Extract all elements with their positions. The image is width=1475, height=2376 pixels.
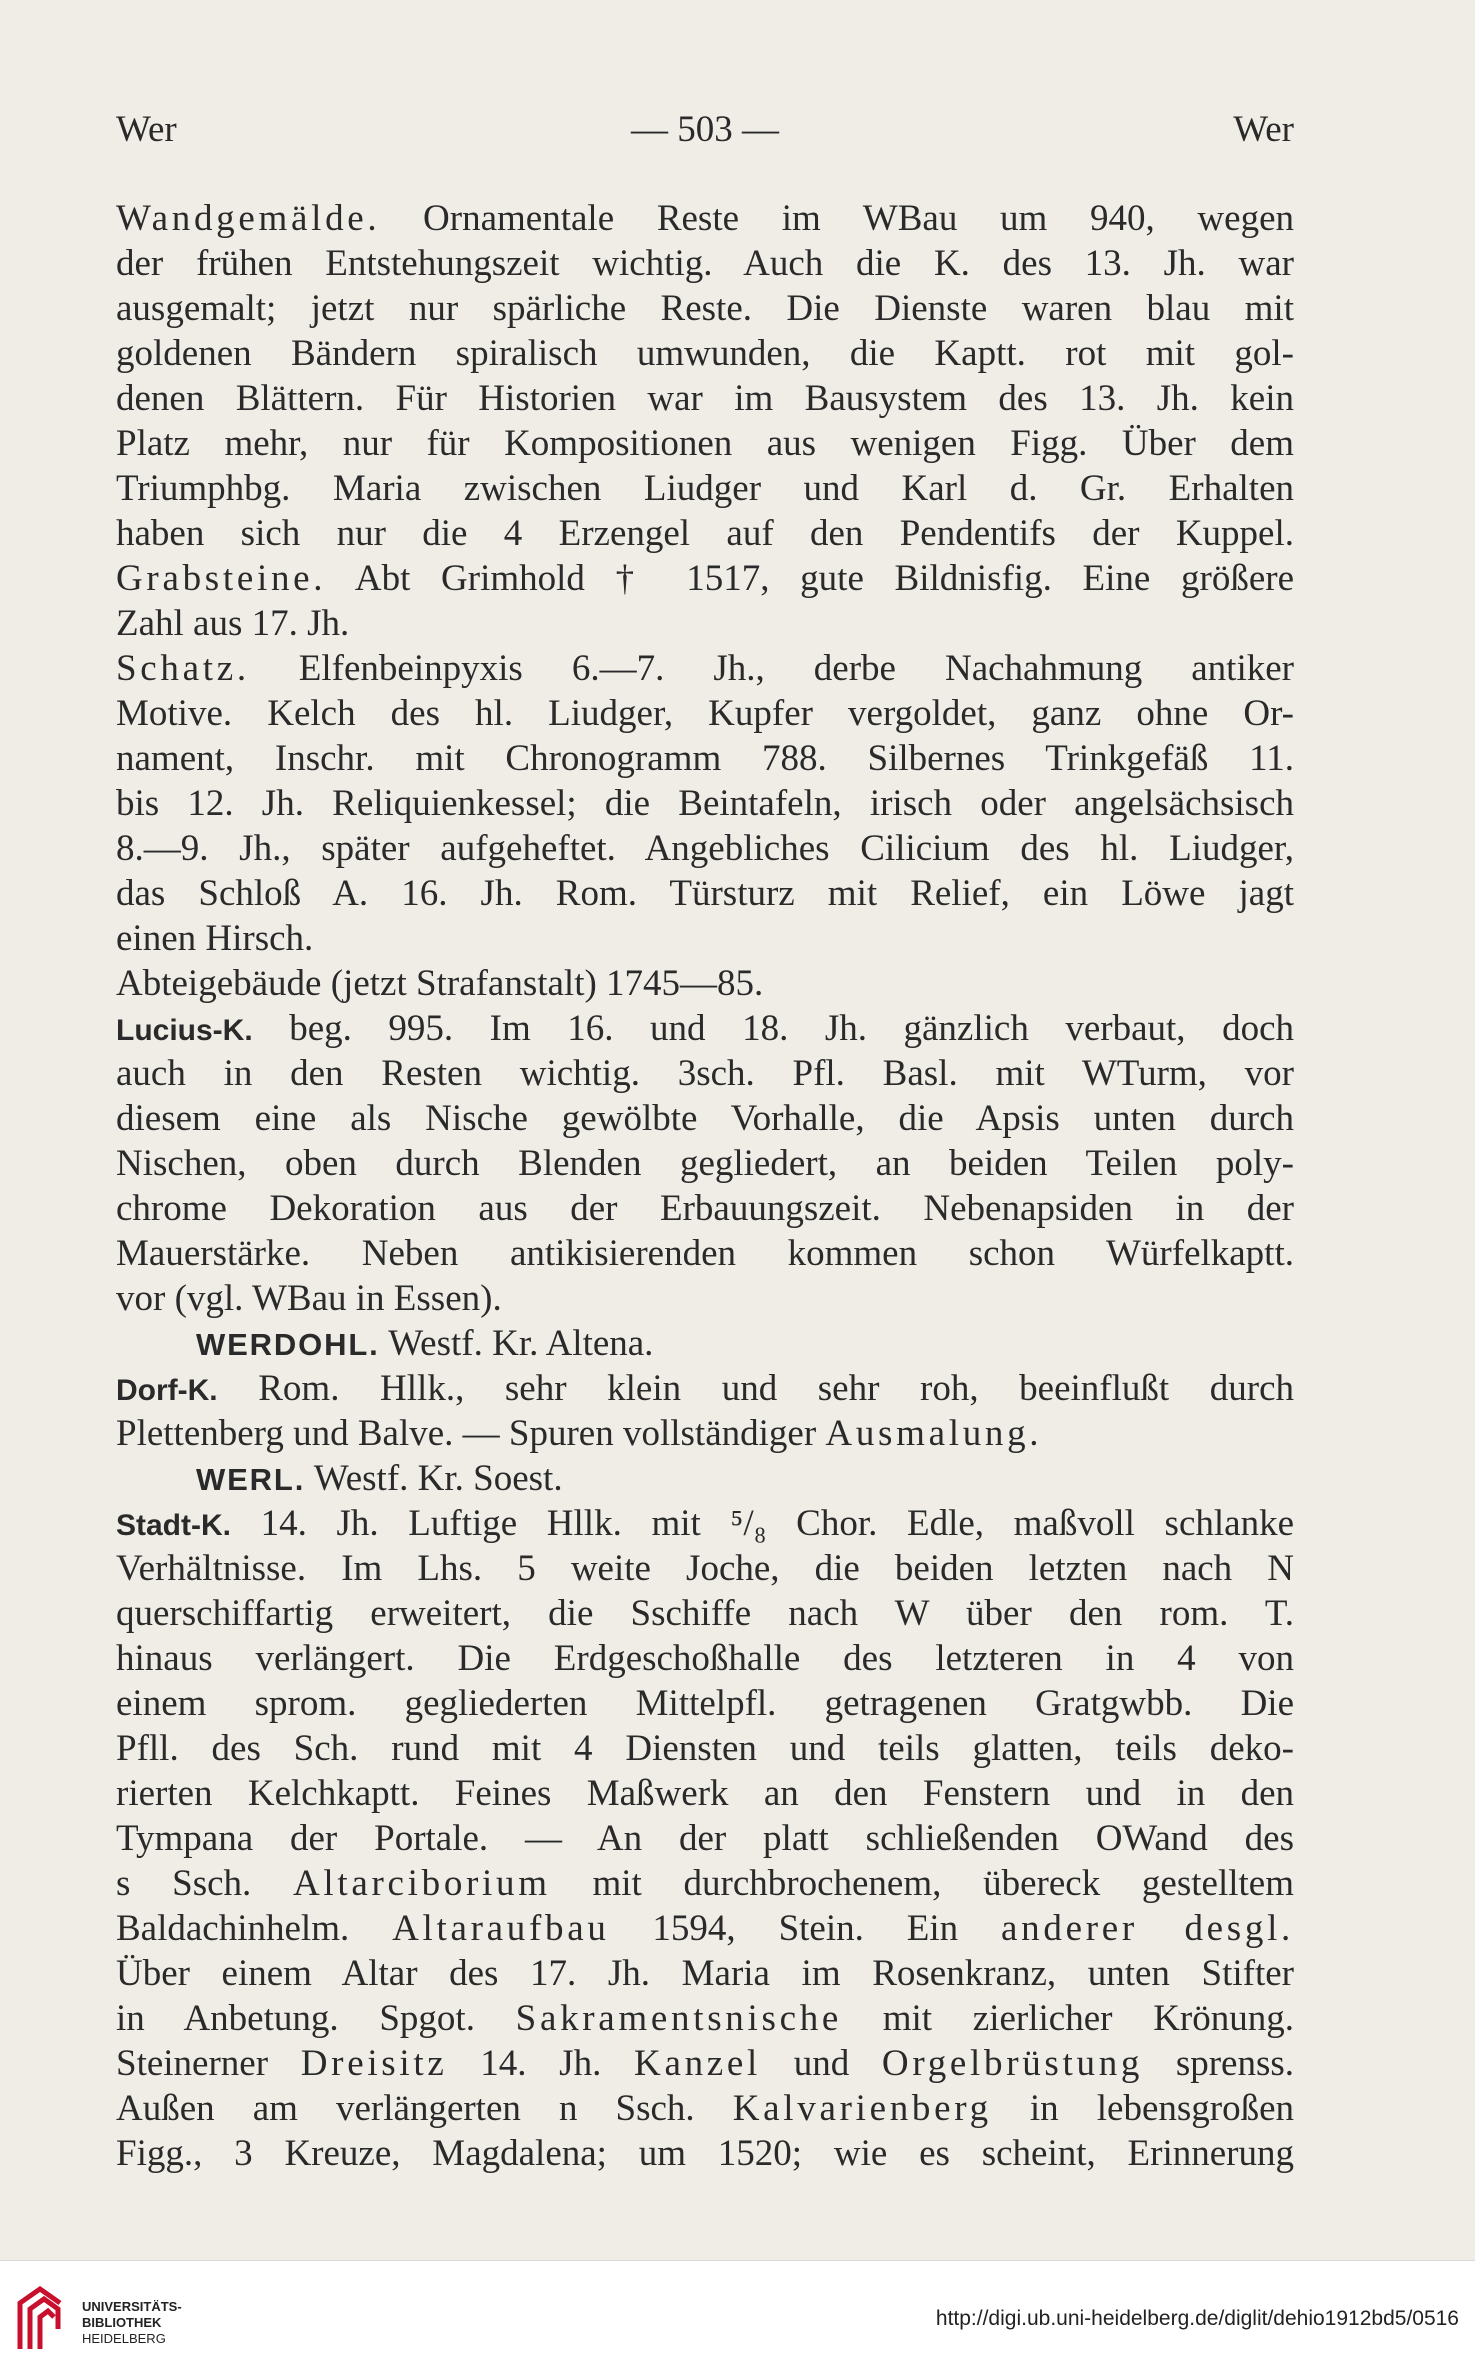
text-segment: querschiffartig erweitert, die Sschiffe nach W über den rom. T.	[116, 1593, 1294, 1634]
text-line	[116, 1321, 1294, 1366]
entry-heading: Stadt-K.	[116, 1509, 231, 1542]
body-text	[116, 196, 1294, 2176]
text-segment: Ornamentale Reste im WBau um 940, wegen	[380, 198, 1294, 239]
text-line	[116, 961, 1294, 1006]
text-segment: ausgemalt; jetzt nur spärliche Reste. Die Dienste waren blau mit	[116, 288, 1294, 329]
text-segment: mit durchbrochenem, übereck gestelltem	[550, 1863, 1294, 1904]
entry-heading: WERL.	[196, 1462, 306, 1497]
text-segment: denen Blättern. Für Historien war im Bausystem des 13. Jh. kein	[116, 378, 1294, 419]
entry-heading: Lucius-K.	[116, 1014, 253, 1047]
text-line	[116, 1726, 1294, 1771]
text-line	[116, 1636, 1294, 1681]
text-line	[116, 736, 1294, 781]
library-name-line2: BIBLIOTHEK	[82, 2315, 162, 2330]
text-segment: einem sprom. gegliederten Mittelpfl. getragenen Gratgwbb. Die	[116, 1683, 1294, 1724]
library-name-line3: HEIDELBERG	[82, 2331, 166, 2346]
text-line	[116, 1501, 1294, 1546]
text-segment: der frühen Entstehungszeit wichtig. Auch die K. des 13. Jh. war	[116, 243, 1294, 284]
text-segment: bis 12. Jh. Reliquienkessel; die Beintafeln, irisch oder angelsächsisch	[116, 783, 1294, 824]
text-segment: auch in den Resten wichtig. 3sch. Pfl. Basl. mit WTurm, vor	[116, 1053, 1294, 1094]
text-segment: Kalvarienberg	[732, 2088, 992, 2129]
text-segment: Dreisitz	[300, 2043, 448, 2084]
text-line	[116, 376, 1294, 421]
text-segment: Triumphbg. Maria zwischen Liudger und Karl d. Gr. Erhalten	[116, 468, 1294, 509]
text-segment: diesem eine als Nische gewölbte Vorhalle, die Apsis unten durch	[116, 1098, 1294, 1139]
text-segment: goldenen Bändern spiralisch umwunden, die Kaptt. rot mit gol-	[116, 333, 1294, 374]
library-name-line1: UNIVERSITÄTS-	[82, 2299, 182, 2314]
text-line	[116, 781, 1294, 826]
text-segment: s Ssch.	[116, 1863, 294, 1904]
text-line	[116, 1186, 1294, 1231]
text-segment: Wandgemälde.	[116, 198, 381, 239]
text-segment: Nischen, oben durch Blenden gegliedert, an beiden Teilen poly-	[116, 1143, 1294, 1184]
text-segment: und	[761, 2043, 882, 2084]
text-segment: vor (vgl. WBau in Essen).	[116, 1278, 502, 1319]
text-segment: Altaraufbau	[392, 1908, 610, 1949]
text-segment: Mauerstärke. Neben antikisierenden kommen schon Würfelkaptt.	[116, 1233, 1294, 1274]
text-line	[116, 241, 1294, 286]
text-line	[116, 1141, 1294, 1186]
text-segment: Über einem Altar des 17. Jh. Maria im Rosenkranz, unten Stifter	[116, 1953, 1294, 1994]
text-line	[116, 691, 1294, 736]
text-line	[116, 2041, 1294, 2086]
text-line	[116, 196, 1294, 241]
text-segment: Motive. Kelch des hl. Liudger, Kupfer vergoldet, ganz ohne Or-	[116, 693, 1294, 734]
text-segment: hinaus verlängert. Die Erdgeschoßhalle des letzteren in 4 von	[116, 1638, 1294, 1679]
text-segment: Grabsteine.	[116, 558, 327, 599]
text-segment: Tympana der Portale. — An der platt schließenden OWand des	[116, 1818, 1294, 1859]
text-line	[116, 1951, 1294, 1996]
header-left-keyword: Wer	[116, 109, 177, 150]
text-segment: Außen am verlängerten n Ssch.	[116, 2088, 733, 2129]
text-segment: Orgelbrüstung	[881, 2043, 1144, 2084]
text-segment: mit zierlicher Krönung.	[842, 1998, 1294, 2039]
text-segment: Elfenbeinpyxis 6.—7. Jh., derbe Nachahmung antiker	[249, 648, 1294, 689]
text-segment: Pfll. des Sch. rund mit 4 Diensten und teils glatten, teils deko-	[116, 1728, 1294, 1769]
text-segment: in lebensgroßen	[991, 2088, 1294, 2129]
text-segment: anderer desgl.	[1001, 1908, 1294, 1949]
text-segment: Rom. Hllk., sehr klein und sehr roh, beeinflußt durch	[217, 1368, 1294, 1409]
library-name	[82, 2299, 182, 2347]
text-segment: Baldachinhelm.	[116, 1908, 393, 1949]
text-segment: Sakramentsnische	[515, 1998, 843, 2039]
header-right-keyword: Wer	[1233, 109, 1294, 150]
text-line	[116, 601, 1294, 646]
text-segment: Abteigebäude (jetzt Strafanstalt) 1745—85.	[116, 963, 764, 1004]
text-line	[116, 1771, 1294, 1816]
text-segment: rierten Kelchkaptt. Feines Maßwerk an den Fenstern und in den	[116, 1773, 1294, 1814]
text-segment: Westf. Kr. Altena.	[379, 1323, 654, 1364]
text-segment: Plettenberg und Balve. — Spuren vollständiger	[116, 1413, 826, 1454]
text-line	[116, 1006, 1294, 1051]
text-segment: Platz mehr, nur für Kompositionen aus wenigen Figg. Über dem	[116, 423, 1294, 464]
viewer-footer	[0, 2260, 1475, 2376]
text-line	[116, 1231, 1294, 1276]
text-line	[116, 1366, 1294, 1411]
text-segment: Steinerner	[116, 2043, 301, 2084]
text-line	[116, 466, 1294, 511]
text-segment: Altarciborium	[293, 1863, 551, 1904]
text-line	[116, 1591, 1294, 1636]
text-line	[116, 1681, 1294, 1726]
text-segment: Abt Grimhold † 1517, gute Bildnisfig. Eine größere	[326, 558, 1294, 599]
text-segment: 14. Jh. Luftige Hllk. mit ⁵/₈ Chor. Edle, maßvoll schlanke	[231, 1503, 1294, 1544]
text-line	[116, 511, 1294, 556]
text-segment: chrome Dekoration aus der Erbauungszeit. Nebenapsiden in der	[116, 1188, 1294, 1229]
running-header	[116, 108, 1294, 158]
text-segment: 8.—9. Jh., später aufgeheftet. Angebliches Cilicium des hl. Liudger,	[116, 828, 1294, 869]
text-line	[116, 826, 1294, 871]
text-line	[116, 1411, 1294, 1456]
text-line	[116, 1276, 1294, 1321]
text-segment: einen Hirsch.	[116, 918, 314, 959]
text-line	[116, 421, 1294, 466]
text-segment: das Schloß A. 16. Jh. Rom. Türsturz mit Relief, ein Löwe jagt	[116, 873, 1294, 914]
entry-heading: Dorf-K.	[116, 1374, 218, 1407]
text-line	[116, 1546, 1294, 1591]
text-line	[116, 1816, 1294, 1861]
text-line	[116, 1861, 1294, 1906]
text-segment: Verhältnisse. Im Lhs. 5 weite Joche, die beiden letzten nach N	[116, 1548, 1294, 1589]
entry-heading: WERDOHL.	[196, 1327, 380, 1362]
text-segment: nament, Inschr. mit Chronogramm 788. Silbernes Trinkgefäß 11.	[116, 738, 1294, 779]
text-segment: haben sich nur die 4 Erzengel auf den Pendentifs der Kuppel.	[116, 513, 1294, 554]
text-line	[116, 1096, 1294, 1141]
text-line	[116, 916, 1294, 961]
text-line	[116, 646, 1294, 691]
text-segment: 14. Jh.	[447, 2043, 635, 2084]
source-url-link[interactable]: http://digi.ub.uni-heidelberg.de/diglit/dehio1912bd5/0516	[935, 2307, 1459, 2330]
text-segment: Kanzel	[634, 2043, 761, 2084]
text-line	[116, 286, 1294, 331]
text-segment: Westf. Kr. Soest.	[305, 1458, 563, 1499]
text-segment: in Anbetung. Spgot.	[116, 1998, 516, 2039]
text-line	[116, 1456, 1294, 1501]
text-segment: Zahl aus 17. Jh.	[116, 603, 350, 644]
text-line	[116, 1996, 1294, 2041]
text-segment: Ausmalung.	[825, 1413, 1043, 1454]
text-segment: 1594, Stein. Ein	[609, 1908, 1002, 1949]
text-segment: beg. 995. Im 16. und 18. Jh. gänzlich verbaut, doch	[252, 1008, 1294, 1049]
page-number: — 503 —	[631, 109, 779, 150]
text-line	[116, 871, 1294, 916]
text-segment: Figg., 3 Kreuze, Magdalena; um 1520; wie es scheint, Erinnerung	[116, 2133, 1294, 2174]
text-segment: sprenss.	[1143, 2043, 1294, 2084]
text-line	[116, 1051, 1294, 1096]
library-logo-icon	[14, 2283, 70, 2355]
text-line	[116, 556, 1294, 601]
text-line	[116, 1906, 1294, 1951]
text-line	[116, 331, 1294, 376]
text-line	[116, 2131, 1294, 2176]
text-segment: Schatz.	[116, 648, 250, 689]
text-line	[116, 2086, 1294, 2131]
